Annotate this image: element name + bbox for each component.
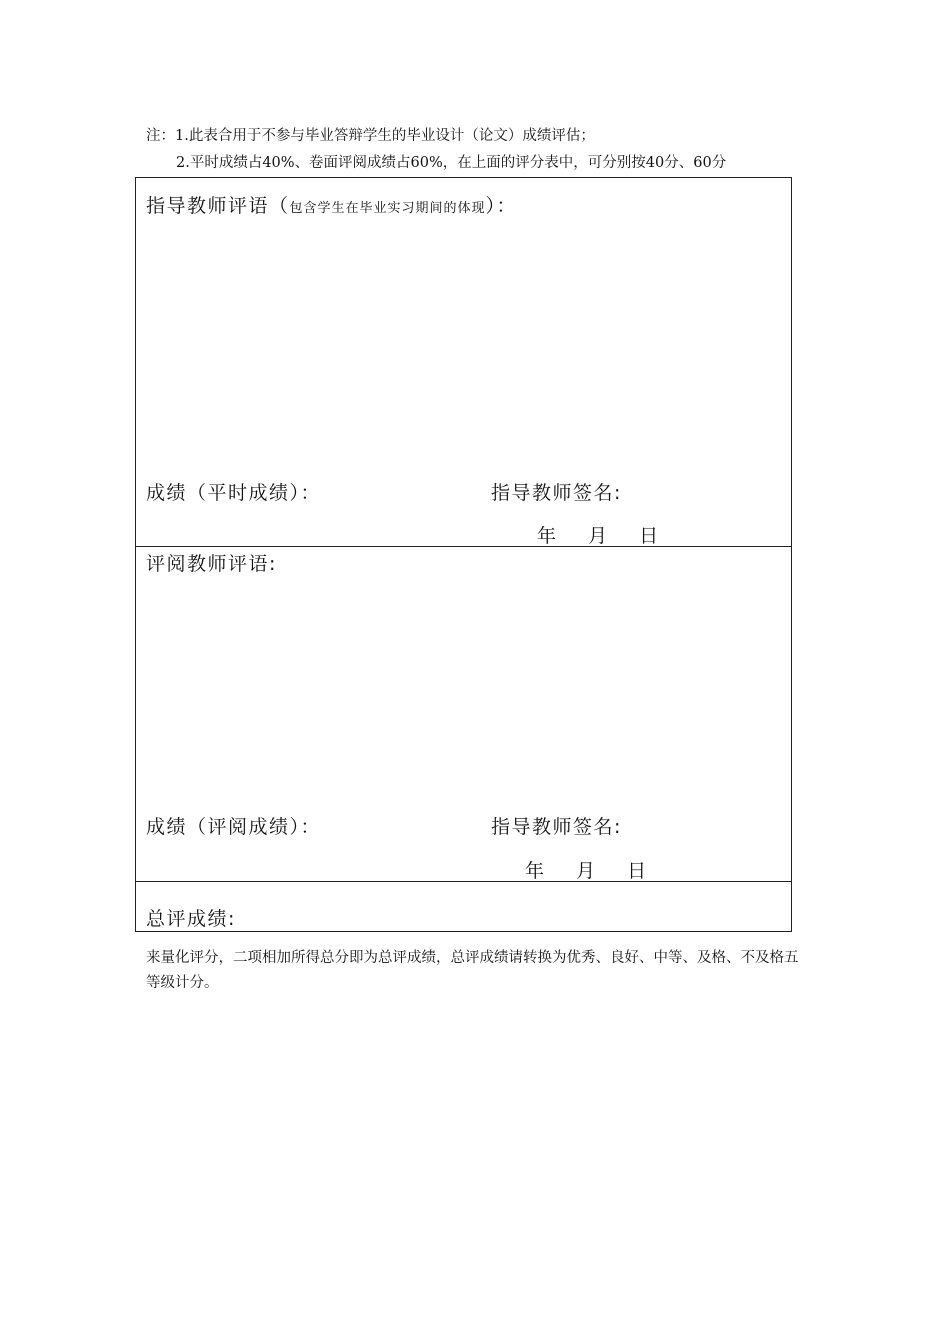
evaluation-form-table [135,177,792,932]
reviewer-grade-label: 成绩（评阅成绩）： [146,816,322,838]
reviewer-date-line [525,856,646,883]
reviewer-comment-section [136,547,791,882]
note-continuation: 来量化评分，二项相加所得总分即为总评成绩，总评成绩请转换为优秀、良好、中等、及格、不及格五等级计分。 [146,950,799,991]
advisor-date-year: 年 [537,525,557,547]
advisor-date-month: 月 [588,525,608,547]
reviewer-date-day: 日 [627,860,647,882]
reviewer-date-year: 年 [525,860,545,882]
advisor-date-day: 日 [639,525,659,547]
advisor-comment-heading [146,191,517,218]
reviewer-comment-heading: 评阅教师评语: [146,553,277,575]
advisor-comment-section [136,178,791,547]
reviewer-signature-label: 指导教师签名: [491,816,622,838]
note-line-2: 2.平时成绩占40%、卷面评阅成绩占60%，在上面的评分表中，可分别按40分、60分 [176,155,727,171]
advisor-signature-label: 指导教师签名: [491,482,622,504]
advisor-heading-paren-open: （ [269,195,290,217]
advisor-heading-note: 包含学生在毕业实习期间的体现 [289,201,486,216]
reviewer-date-month: 月 [576,860,596,882]
note-line-1: 注：1.此表合用于不参与毕业答辩学生的毕业设计（论文）成绩评估； [146,128,595,144]
advisor-date-line [537,521,658,548]
advisor-heading-paren-close: ）： [485,195,518,217]
advisor-grade-label: 成绩（平时成绩）： [146,482,322,504]
total-grade-label: 总评成绩: [146,908,236,930]
advisor-heading-main: 指导教师评语 [146,195,270,217]
total-grade-section [136,882,791,931]
